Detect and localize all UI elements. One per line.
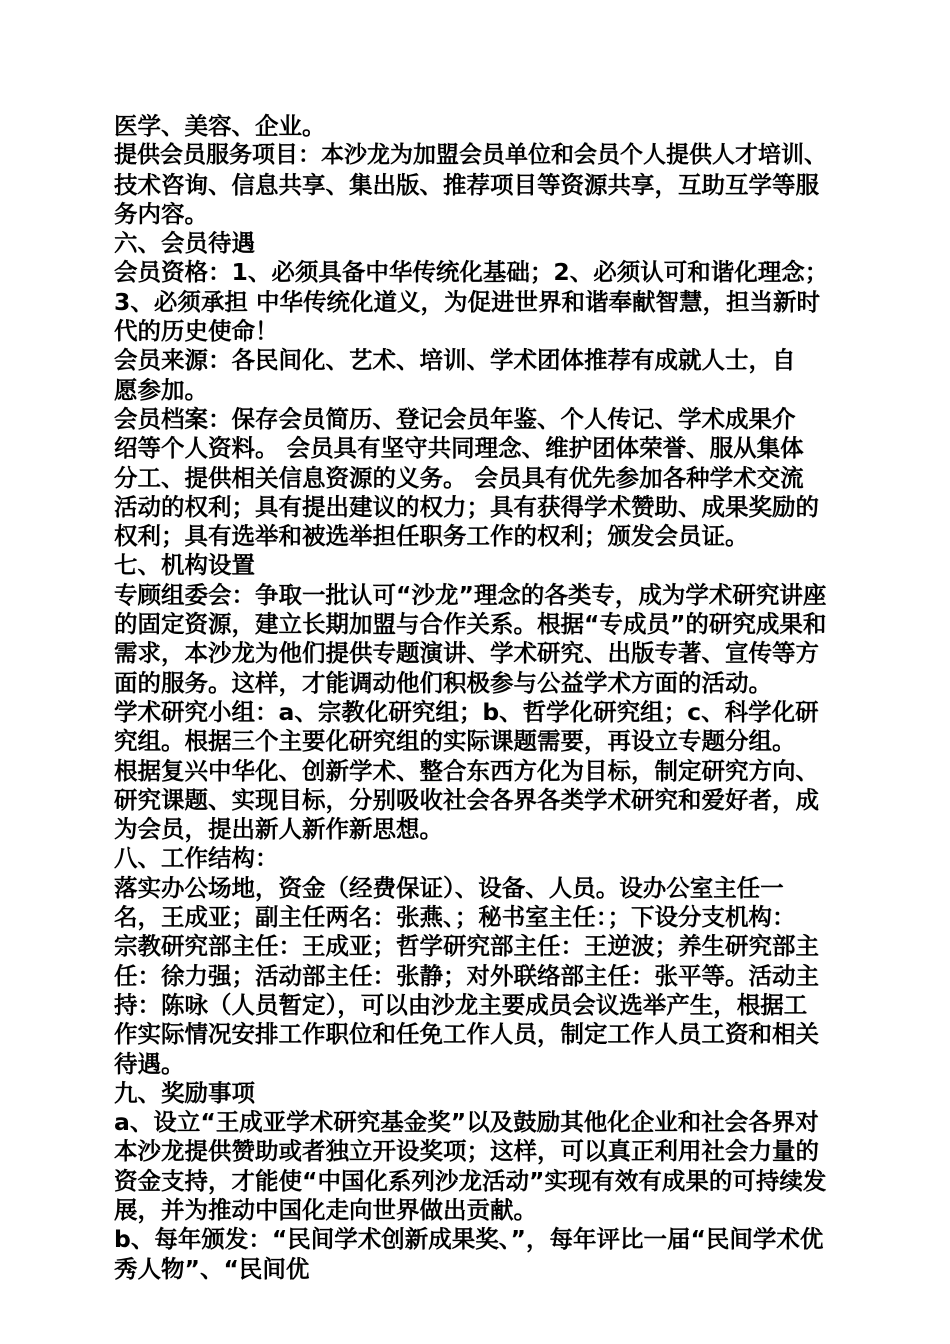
text-line: 活动的权利；具有提出建议的权力；具有获得学术赞助、成果奖励的 (114, 492, 819, 521)
text-line: 代的历史使命！ (114, 317, 279, 346)
section-heading: 八、工作结构： (114, 844, 279, 873)
text-line: 愿参加。 (114, 375, 208, 404)
text-line: 本沙龙提供赞助或者独立开设奖项；这样，可以真正利用社会力量的 (114, 1137, 819, 1166)
text-line: 根据复兴中华化、创新学术、整合东西方化为目标，制定研究方向、 (114, 756, 819, 785)
text-line: 作实际情况安排工作职位和任免工作人员，制定工作人员工资和相关 (114, 1020, 819, 1049)
text-line: 任：徐力强；活动部主任：张静；对外联络部主任：张平等。活动主 (114, 961, 819, 990)
text-line: 提供会员服务项目：本沙龙为加盟会员单位和会员个人提供人才培训、 (114, 142, 827, 169)
text-line: 权利；具有选举和被选举担任职务工作的权利；颁发会员证。 (114, 522, 749, 551)
text-line: 展，并为推动中国化走向世界做出贡献。 (114, 1195, 537, 1224)
text-line: 研究课题、实现目标，分别吸收社会各界各类学术研究和爱好者，成 (114, 785, 819, 814)
text-line: 医学、美容、企业。 (114, 112, 326, 140)
text-line: 持：陈咏（人员暂定），可以由沙龙主要成员会议选举产生，根据工 (114, 990, 808, 1019)
text-line: 学术研究小组：a、宗教化研究组；b、哲学化研究组；c、科学化研 (114, 697, 819, 726)
document-body (114, 112, 838, 1284)
text-line: 为会员，提出新人新作新思想。 (114, 815, 443, 844)
text-line: 分工、提供相关信息资源的义务。 会员具有优先参加各种学术交流 (114, 463, 804, 492)
text-line: 技术咨询、信息共享、集出版、推荐项目等资源共享，互助互学等服 (114, 170, 819, 199)
text-line: 待遇。 (114, 1049, 185, 1078)
text-line: 的固定资源，建立长期加盟与合作关系。根据“专成员”的研究成果和 (114, 610, 827, 639)
text-line: 究组。根据三个主要化研究组的实际课题需要，再设立专题分组。 (114, 727, 796, 756)
text-line: b、每年颁发：“民间学术创新成果奖、”，每年评比一届“民间学术优 (114, 1225, 824, 1254)
text-line: 绍等个人资料。 会员具有坚守共同理念、维护团体荣誉、服从集体 (114, 434, 804, 463)
text-line: 名，王成亚；副主任两名：张燕、；秘书室主任：；下设分支机构： (114, 903, 796, 932)
text-line: 落实办公场地，资金（经费保证）、设备、人员。设办公室主任一 (114, 873, 784, 902)
section-heading: 六、会员待遇 (114, 229, 255, 258)
text-line: 宗教研究部主任：王成亚；哲学研究部主任：王逆波；养生研究部主 (114, 932, 819, 961)
section-heading: 九、奖励事项 (114, 1078, 255, 1107)
text-line: 会员来源：各民间化、艺术、培训、学术团体推荐有成就人士，自 (114, 346, 796, 375)
text-line: 会员资格：1、必须具备中华传统化基础；2、必须认可和谐化理念； (114, 258, 829, 287)
text-line: a、设立“王成亚学术研究基金奖”以及鼓励其他化企业和社会各界对 (114, 1108, 819, 1137)
text-line: 专顾组委会：争取一批认可“沙龙”理念的各类专，成为学术研究讲座 (114, 580, 827, 609)
text-line: 会员档案：保存会员简历、登记会员年鉴、个人传记、学术成果介 (114, 404, 796, 433)
text-line: 3、必须承担 中华传统化道义，为促进世界和谐奉献智慧，担当新时 (114, 287, 821, 316)
text-line: 面的服务。这样，才能调动他们积极参与公益学术方面的活动。 (114, 668, 772, 697)
text-line: 需求，本沙龙为他们提供专题演讲、学术研究、出版专著、宣传等方 (114, 639, 819, 668)
text-line: 资金支持，才能使“中国化系列沙龙活动”实现有效有成果的可持续发 (114, 1166, 827, 1195)
text-line: 务内容。 (114, 199, 208, 228)
section-heading: 七、机构设置 (114, 551, 255, 580)
text-line: 秀人物”、“民间优 (114, 1254, 310, 1283)
